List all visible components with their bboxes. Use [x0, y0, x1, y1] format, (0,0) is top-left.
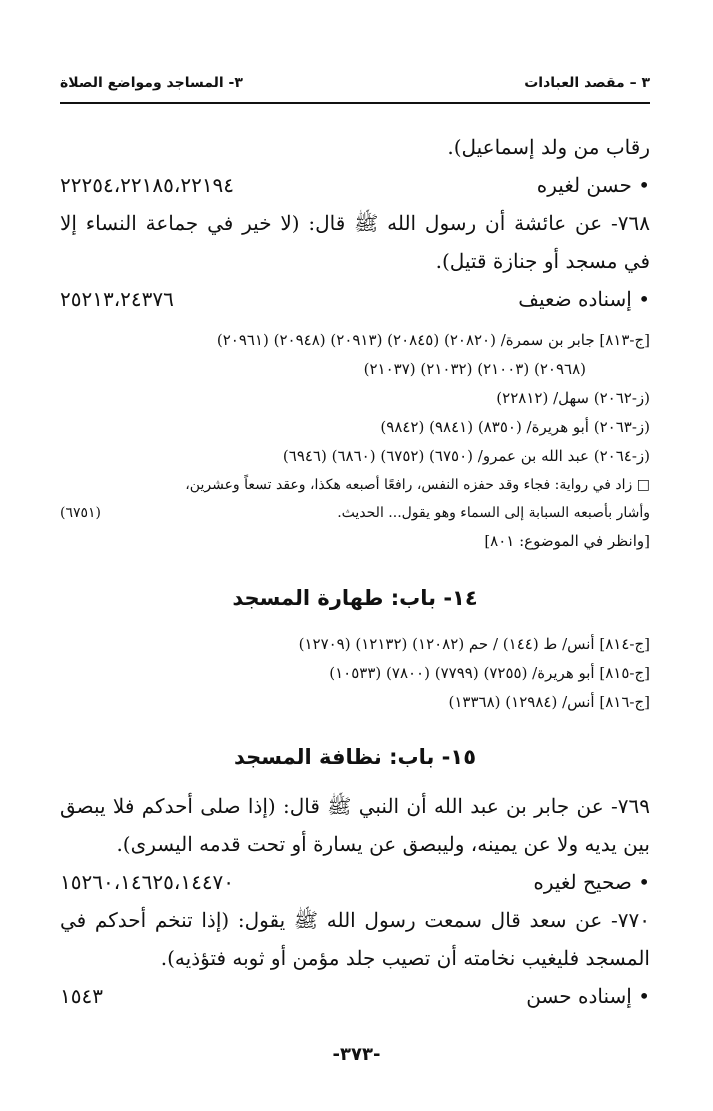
reference-line: [ج-٨١٤] أنس/ ط (١٤٤) / حم (١٢٠٨٢) (١٢١٣٢) (١٢٧٠٩)	[298, 635, 650, 653]
running-header	[60, 68, 650, 98]
chapter-heading: ١٤- باب: طهارة المسجد	[232, 586, 478, 610]
grade-numbers: ٢٢٢٥٤،٢٢١٨٥،٢٢١٩٤	[60, 173, 235, 197]
reference-line: (ز-٢٠٦٢) سهل/ (٢٢٨١٢)	[496, 389, 650, 407]
note-number: (٦٧٥١)	[60, 505, 102, 521]
note-line: وأشار بأصبعه السبابة إلى السماء وهو يقول... الحديث.	[337, 505, 650, 521]
hadith-768: ٧٦٨- عن عائشة أن رسول الله ﷺ قال: (لا خير في جماعة النساء إلا في مسجد أو جنازة قتيل).	[60, 211, 650, 273]
grade-numbers: ١٥٢٦٠،١٤٦٢٥،١٤٤٧٠	[60, 870, 235, 894]
grade-line	[60, 166, 650, 204]
grade-label: • صحيح لغيره	[533, 863, 650, 901]
hadith-770: ٧٧٠- عن سعد قال سمعت رسول الله ﷺ يقول: (إذا تنخم أحدكم في المسجد فليغيب نخامته أن تصيب جلد مؤمن أو ثوبه فتؤذيه).	[60, 908, 650, 970]
note-line: □ زاد في رواية: فجاء وقد حفزه النفس، رافعًا أصبعه هكذا، وعقد تسعاً وعشرين،	[185, 477, 650, 493]
grade-label: • إسناده ضعيف	[518, 280, 650, 318]
page-number: -٣٧٣-	[332, 1044, 381, 1065]
header-rule	[60, 102, 650, 104]
previous-hadith-end: رقاب من ولد إسماعيل).	[447, 135, 650, 159]
reference-line: (٢٠٩٦٨) (٢١٠٠٣) (٢١٠٣٢) (٢١٠٣٧)	[363, 360, 586, 378]
header-section-title: ٣ – مقصد العبادات	[524, 75, 650, 91]
grade-line	[60, 280, 650, 318]
reference-line: [ج-٨١٦] أنس/ (١٢٩٨٤) (١٣٣٦٨)	[448, 693, 650, 711]
reference-line: [ج-٨١٥] أبو هريرة/ (٧٢٥٥) (٧٧٩٩) (٧٨٠٠) (١٠٥٣٣)	[329, 664, 650, 682]
reference-line: (ز-٢٠٦٣) أبو هريرة/ (٨٣٥٠) (٩٨٤١) (٩٨٤٢)	[380, 418, 650, 436]
grade-label: • إسناده حسن	[526, 977, 650, 1015]
grade-line	[60, 863, 650, 901]
page-body	[60, 128, 650, 1015]
chapter-heading: ١٥- باب: نظافة المسجد	[233, 745, 477, 769]
grade-label: • حسن لغيره	[537, 166, 650, 204]
reference-line: [ج-٨١٣] جابر بن سمرة/ (٢٠٨٢٠) (٢٠٨٤٥) (٢٠٩١٣) (٢٠٩٤٨) (٢٠٩٦١)	[216, 331, 650, 349]
grade-line	[60, 977, 650, 1015]
reference-line: (ز-٢٠٦٤) عبد الله بن عمرو/ (٦٧٥٠) (٦٧٥٢) (٦٨٦٠) (٦٩٤٦)	[282, 447, 650, 465]
header-chapter-title: ٣- المساجد ومواضع الصلاة	[60, 75, 243, 91]
cross-references	[60, 326, 650, 556]
addition-note	[60, 471, 650, 527]
cross-references	[60, 630, 650, 717]
grade-numbers: ١٥٤٣	[60, 984, 103, 1008]
hadith-769: ٧٦٩- عن جابر بن عبد الله أن النبي ﷺ قال: (إذا صلى أحدكم فلا يبصق بين يديه ولا عن يمينه، وليبصق عن يسارة أو تحت قدمه اليسرى).	[60, 794, 650, 856]
grade-numbers: ٢٥٢١٣،٢٤٣٧٦	[60, 287, 174, 311]
see-also: [وانظر في الموضوع: ٨٠١]	[484, 532, 650, 550]
